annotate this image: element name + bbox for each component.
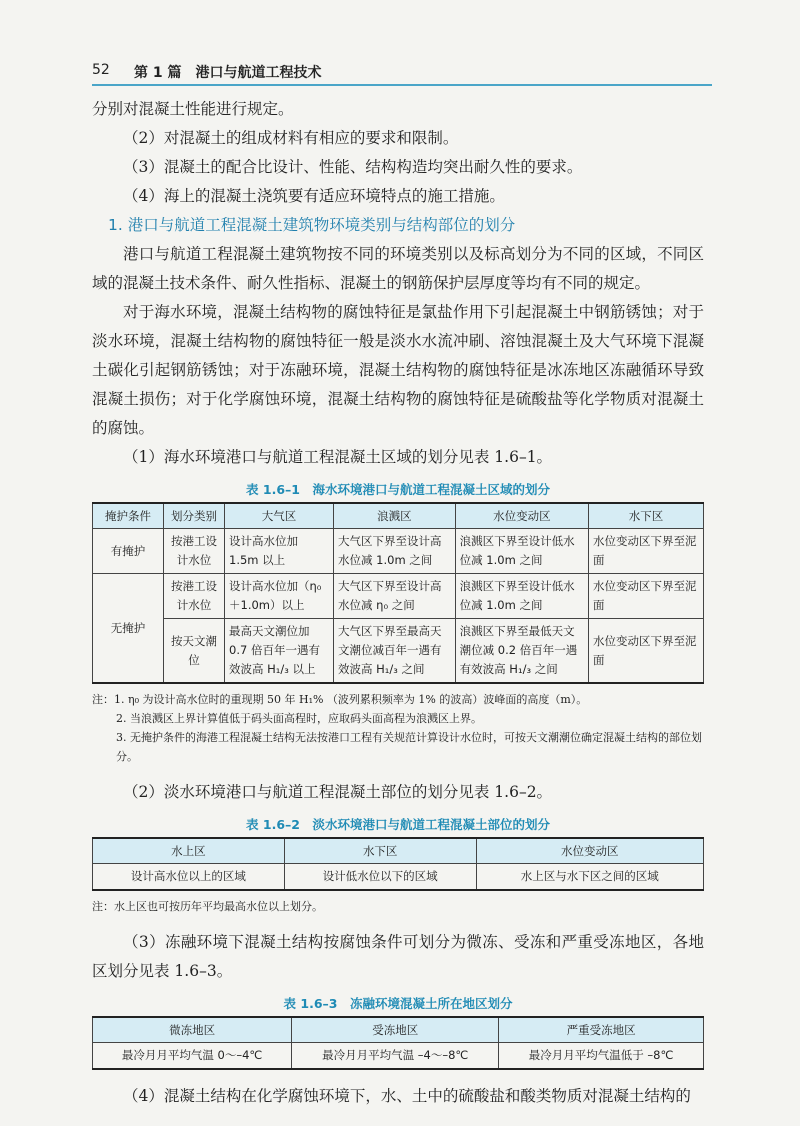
paragraph: 港口与航道工程混凝土建筑物按不同的环境类别以及标高划分为不同的区域，不同区域的混凝土技术条件、耐久性指标、混凝土的钢筋保护层厚度等均有不同的规定。 — [92, 245, 704, 292]
table-cell: 无掩护 — [93, 574, 164, 684]
running-header — [92, 62, 712, 86]
table-cell: 浪溅区下界至设计低水位减 1.0m 之间 — [455, 529, 588, 574]
table-header: 水下区 — [589, 503, 704, 529]
table-cell: 水位变动区下界至泥面 — [589, 529, 704, 574]
paragraph: （2）淡水环境港口与航道工程混凝土部位的划分见表 1.6–2。 — [123, 783, 553, 801]
paragraph: 对于海水环境，混凝土结构物的腐蚀特征是氯盐作用下引起混凝土中钢筋锈蚀；对于淡水环境，混凝土结构物的腐蚀特征一般是淡水水流冲刷、溶蚀混凝土及大气环境下混凝土碳化引起钢筋锈蚀；对于冻融环境，混凝土结构物的腐蚀特征是冰冻地区冻融循环导致混凝土损伤；对于化学腐蚀环境，混凝土结构物的腐蚀特征是硫酸盐等化学物质对混凝土的腐蚀。 — [92, 303, 704, 437]
table-notes — [92, 897, 704, 916]
paragraph: （3）混凝土的配合比设计、性能、结构构造均突出耐久性的要求。 — [123, 158, 583, 176]
table-note: 3. 无掩护条件的海港工程混凝土结构无法按港口工程有关规范计算设计水位时，可按天文潮潮位确定混凝土结构的部位划分。 — [116, 731, 702, 763]
table-row — [93, 864, 704, 891]
table-caption: 表 1.6–3 冻融环境混凝土所在地区划分 — [283, 996, 513, 1011]
table-cell: 水位变动区下界至泥面 — [589, 574, 704, 619]
chapter-title: 第 1 篇 港口与航道工程技术 — [134, 65, 322, 81]
table-notes — [92, 690, 704, 766]
table-header: 划分类别 — [164, 503, 225, 529]
table-caption: 表 1.6–2 淡水环境港口与航道工程混凝土部位的划分 — [246, 817, 550, 832]
table-cell: 最冷月月平均气温 0～–4℃ — [93, 1043, 292, 1070]
table-cell: 大气区下界至最高天文潮位减百年一遇有效波高 H₁/₃ 之间 — [334, 619, 456, 684]
table-cell: 最冷月月平均气温低于 –8℃ — [499, 1043, 704, 1070]
table-row — [93, 619, 704, 684]
table-note: 注：水上区也可按历年平均最高水位以上划分。 — [92, 900, 323, 913]
table-header: 大气区 — [225, 503, 334, 529]
table-cell: 最高天文潮位加 0.7 倍百年一遇有效波高 H₁/₃ 以上 — [225, 619, 334, 684]
table-cell: 有掩护 — [93, 529, 164, 574]
paragraph: 分别对混凝土性能进行规定。 — [92, 100, 294, 118]
table-header: 浪溅区 — [334, 503, 456, 529]
table-header: 水上区 — [93, 838, 285, 864]
page-number: 52 — [92, 62, 110, 78]
table-row — [93, 574, 704, 619]
table-sea-water — [92, 502, 704, 684]
paragraph: （1）海水环境港口与航道工程混凝土区域的划分见表 1.6–1。 — [123, 448, 553, 466]
table-row — [93, 1043, 704, 1070]
table-header-row — [93, 838, 704, 864]
table-cell: 按港工设计水位 — [164, 574, 225, 619]
table-header: 掩护条件 — [93, 503, 164, 529]
table-cell: 设计低水位以下的区域 — [284, 864, 476, 891]
table-cell: 大气区下界至设计高水位减 η₀ 之间 — [334, 574, 456, 619]
table-caption: 表 1.6–1 海水环境港口与航道工程混凝土区域的划分 — [246, 482, 550, 497]
paragraph: （4）混凝土结构在化学腐蚀环境下，水、土中的硫酸盐和酸类物质对混凝土结构的 — [123, 1087, 691, 1105]
table-cell: 设计高水位加（η₀＋1.0m）以上 — [225, 574, 334, 619]
table-freeze-thaw — [92, 1016, 704, 1070]
table-cell: 水上区与水下区之间的区域 — [476, 864, 703, 891]
table-cell: 最冷月月平均气温 –4～–8℃ — [292, 1043, 499, 1070]
table-note: 注：1. η₀ 为设计高水位时的重现期 50 年 H₁% （波列累积频率为 1% 的波高）波峰面的高度（m）。 — [92, 693, 588, 706]
paragraph: （2）对混凝土的组成材料有相应的要求和限制。 — [123, 129, 459, 147]
page-body — [92, 95, 704, 1111]
table-header: 水下区 — [284, 838, 476, 864]
table-cell: 浪溅区下界至设计低水位减 1.0m 之间 — [455, 574, 588, 619]
table-cell: 大气区下界至设计高水位减 1.0m 之间 — [334, 529, 456, 574]
table-header: 水位变动区 — [476, 838, 703, 864]
paragraph: （4）海上的混凝土浇筑要有适应环境特点的施工措施。 — [123, 187, 505, 205]
paragraph: （3）冻融环境下混凝土结构按腐蚀条件可划分为微冻、受冻和严重受冻地区，各地区划分见表 1.6–3。 — [92, 933, 704, 980]
table-row — [93, 529, 704, 574]
table-header-row — [93, 1017, 704, 1043]
table-cell: 按港工设计水位 — [164, 529, 225, 574]
table-header: 受冻地区 — [292, 1017, 499, 1043]
table-header: 严重受冻地区 — [499, 1017, 704, 1043]
table-fresh-water — [92, 837, 704, 891]
table-cell: 设计高水位加 1.5m 以上 — [225, 529, 334, 574]
table-cell: 浪溅区下界至最低天文潮位减 0.2 倍百年一遇有效波高 H₁/₃ 之间 — [455, 619, 588, 684]
table-note: 2. 当浪溅区上界计算值低于码头面高程时，应取码头面高程为浪溅区上界。 — [116, 712, 482, 725]
table-cell: 按天文潮位 — [164, 619, 225, 684]
section-heading: 1. 港口与航道工程混凝土建筑物环境类别与结构部位的划分 — [108, 216, 516, 234]
table-header-row — [93, 503, 704, 529]
table-cell: 水位变动区下界至泥面 — [589, 619, 704, 684]
table-header: 微冻地区 — [93, 1017, 292, 1043]
table-cell: 设计高水位以上的区域 — [93, 864, 285, 891]
table-header: 水位变动区 — [455, 503, 588, 529]
